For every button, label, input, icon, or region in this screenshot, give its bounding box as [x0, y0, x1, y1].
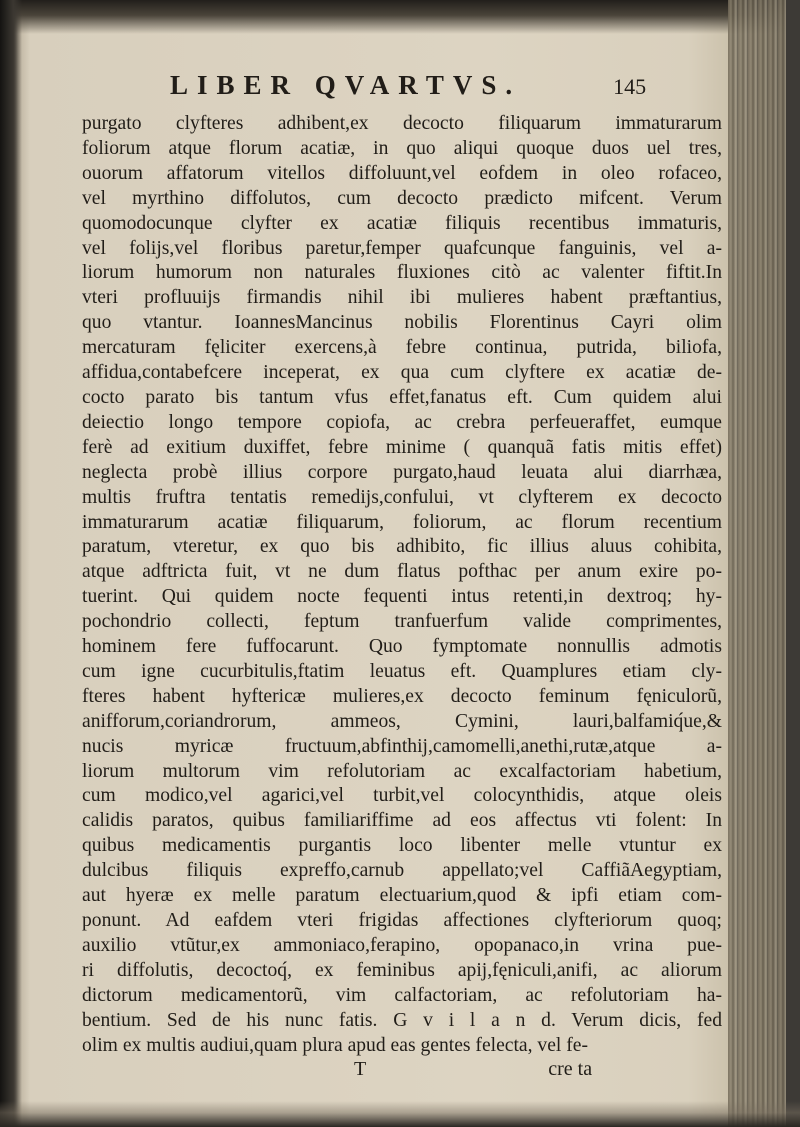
page-text-block — [82, 70, 722, 1088]
body-line: pochondrio collecti, feptum tranfuerfum valide comprimentes, — [82, 611, 722, 633]
body-line: ouorum affatorum vitellos diffoluunt,vel eofdem in oleo rofaceo, — [82, 162, 722, 184]
body-line: tuerint. Qui quidem nocte fequenti intus retenti,in dextroq; hy- — [82, 586, 722, 608]
top-page-shadow — [0, 0, 800, 34]
body-line: neglecta probè illius corpore purgato,haud leuata alui diarrhæa, — [82, 461, 722, 483]
body-line: multis fruftra tentatis remedijs,confului, vt clyfterem ex decocto — [82, 486, 722, 508]
body-line: dulcibus filiquis expreffo,carnub appellato;vel CaffiãAegyptiam, — [82, 860, 722, 882]
body-line: ferè ad exitium duxiffet, febre minime ( quanquã fatis mitis effet) — [82, 436, 722, 458]
signature-mark: T — [354, 1058, 367, 1081]
body-line: auxilio vtũtur,ex ammoniaco,ferapino, opopanaco,in vrina pue- — [82, 934, 722, 956]
body-line: atque adftricta fuit, vt ne dum flatus pofthac per anum exire po- — [82, 561, 722, 583]
body-line: liorum humorum non naturales fluxiones citò ac valenter fiftit.In — [82, 262, 722, 284]
body-line: affidua,contabefcere inceperat, ex qua cum clyftere ex acatiæ de- — [82, 362, 722, 384]
body-line: cum modico,vel agarici,vel turbit,vel colocynthidis, atque oleis — [82, 785, 722, 807]
body-line: cum igne cucurbitulis,ftatim leuatus eft. Quamplures etiam cly- — [82, 660, 722, 682]
body-line: deiectio longo tempore copiofa, ac crebra perfeueraffet, eumque — [82, 411, 722, 433]
body-line: quomodocunque clyfter ex acatiæ filiquis recentibus immaturis, — [82, 212, 722, 234]
body-line: ri diffolutis, decoctoq́, ex feminibus apij,fęniculi,anifi, ac aliorum — [82, 959, 722, 981]
body-line: anifforum,coriandrorum, ammeos, Cymini, lauri,balfamiq́ue,& — [82, 710, 722, 732]
body-line: paratum, vteretur, ex quo bis adhibito, fic illius aluus cohibita, — [82, 536, 722, 558]
body-line: vteri profluuijs firmandis nihil ibi mulieres habent præftantius, — [82, 287, 722, 309]
page-header — [82, 70, 722, 112]
body-line: quibus medicamentis purgantis loco libenter melle vtuntur ex — [82, 835, 722, 857]
body-line: cocto parato bis tantum vfus effet,fanatus eft. Cum quidem alui — [82, 386, 722, 408]
body-line: liorum multorum vim refolutoriam ac excalfactoriam habetium, — [82, 760, 722, 782]
catchword: cre ta — [548, 1058, 593, 1081]
body-line: aut hyeræ ex melle paratum electuarium,quod & ipfi etiam com- — [82, 885, 722, 907]
right-dark-border — [786, 0, 800, 1127]
page-number: 145 — [613, 74, 647, 99]
bottom-page-shadow — [0, 1101, 800, 1127]
body-line: immaturarum acatiæ filiquarum, foliorum, ac florum recentium — [82, 511, 722, 533]
body-line: purgato clyfteres adhibent,ex decocto filiquarum immaturarum — [82, 113, 722, 134]
body-line: ponunt. Ad eafdem vteri frigidas affectiones clyfteriorum quoq; — [82, 910, 722, 931]
body-line: olim ex multis audiui,quam plura apud eas gentes felecta, vel fe- — [82, 1034, 589, 1056]
left-binding-edge — [0, 0, 22, 1127]
body-line: fteres habent hyftericæ mulieres,ex decocto feminum fęniculorũ, — [82, 685, 722, 707]
body-line: foliorum atque florum acatiæ, in quo aliqui quoque duos uel tres, — [82, 137, 722, 159]
body-line: vel folijs,vel floribus paretur,femper quafcunque fanguinis, vel a- — [82, 237, 722, 259]
body-line: calidis paratos, quibus familiariffime ad eos affectus vti folent: In — [82, 810, 722, 832]
body-line: hominem fere fuffocarunt. Quo fymptomate nonnullis admotis — [82, 636, 722, 658]
running-title: LIBER QVARTVS. — [170, 70, 522, 100]
body-text — [82, 112, 722, 1058]
body-line: quo vtantur. IoannesMancinus nobilis Florentinus Cayri olim — [82, 312, 722, 334]
page-footer — [82, 1058, 722, 1088]
body-line: mercaturam fęliciter exercens,à febre continua, putrida, biliofa, — [82, 337, 722, 359]
body-line: bentium. Sed de his nunc fatis. G v i l a n d. Verum dicis, fed — [82, 1009, 722, 1031]
body-line: dictorum medicamentorũ, vim calfactoriam, ac refolutoriam ha- — [82, 984, 722, 1006]
body-line: vel myrthino diffolutos, cum decocto prædicto mifcent. Verum — [82, 187, 722, 209]
body-line: nucis myricæ fructuum,abfinthij,camomelli,anethi,rutæ,atque a- — [82, 735, 722, 757]
